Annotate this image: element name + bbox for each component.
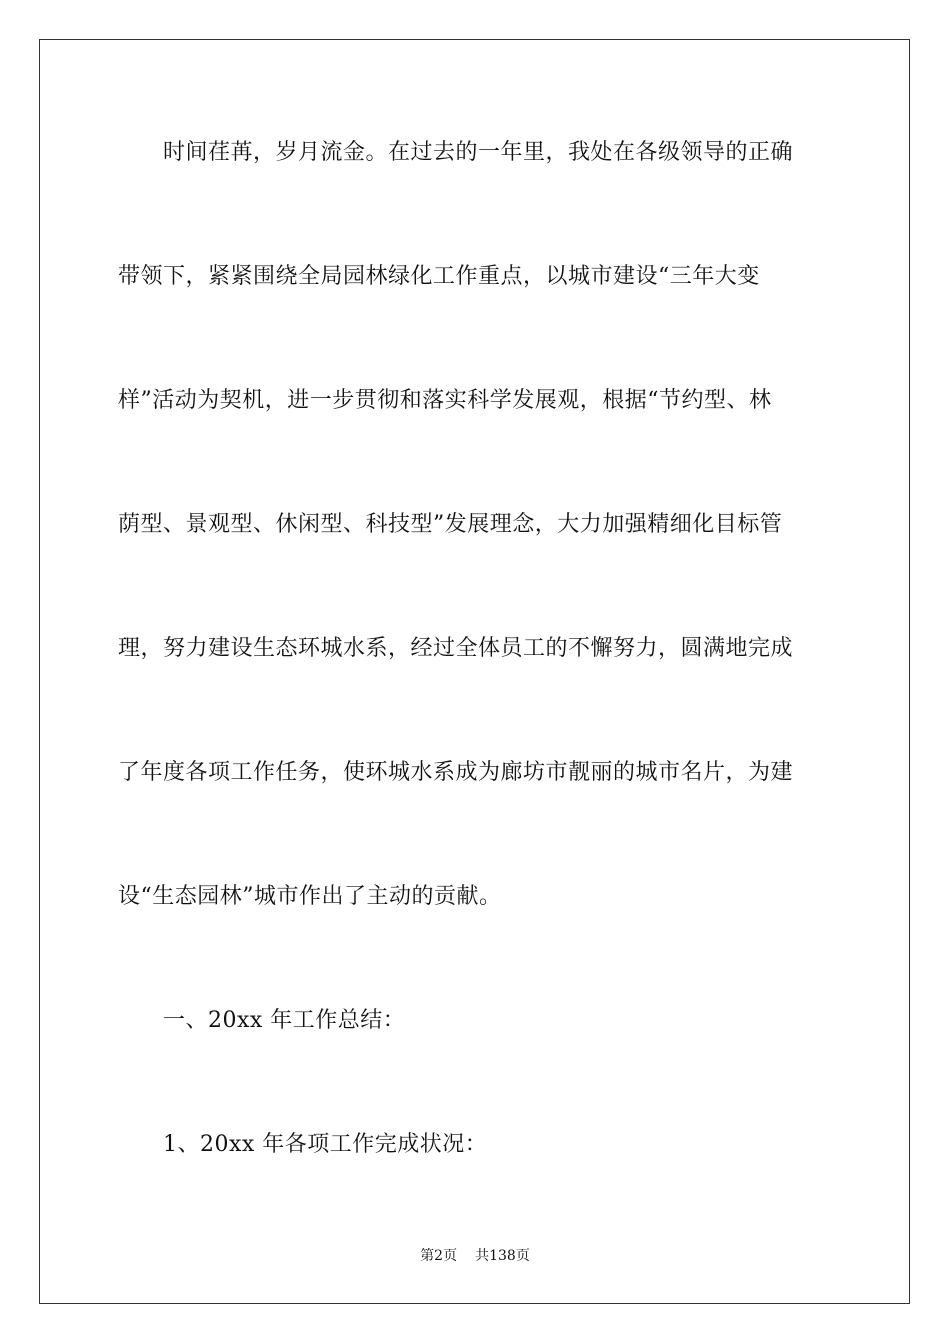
section-heading: 一、20xx 年工作总结： [163, 1008, 406, 1033]
page-total: 共138页 [475, 1248, 530, 1264]
page-footer [0, 1247, 950, 1265]
page-border [39, 39, 910, 1304]
paragraph-line: 了年度各项工作任务，使环城水系成为廊坊市靓丽的城市名片，为建 [118, 760, 794, 785]
paragraph-line: 设“生态园林”城市作出了主动的贡献。 [118, 884, 502, 909]
paragraph-line: 荫型、景观型、休闲型、科技型”发展理念，大力加强精细化目标管 [118, 512, 783, 537]
page-number: 第2页 [420, 1248, 458, 1264]
paragraph-line: 时间荏苒，岁月流金。在过去的一年里，我处在各级领导的正确 [163, 140, 794, 165]
paragraph-line: 理，努力建设生态环城水系，经过全体员工的不懈努力，圆满地完成 [118, 636, 794, 661]
paragraph-line: 带领下，紧紧围绕全局园林绿化工作重点，以城市建设“三年大变 [118, 264, 760, 289]
subsection-heading: 1、20xx 年各项工作完成状况： [163, 1132, 488, 1157]
paragraph-line: 样”活动为契机，进一步贯彻和落实科学发展观，根据“节约型、林 [118, 388, 772, 413]
